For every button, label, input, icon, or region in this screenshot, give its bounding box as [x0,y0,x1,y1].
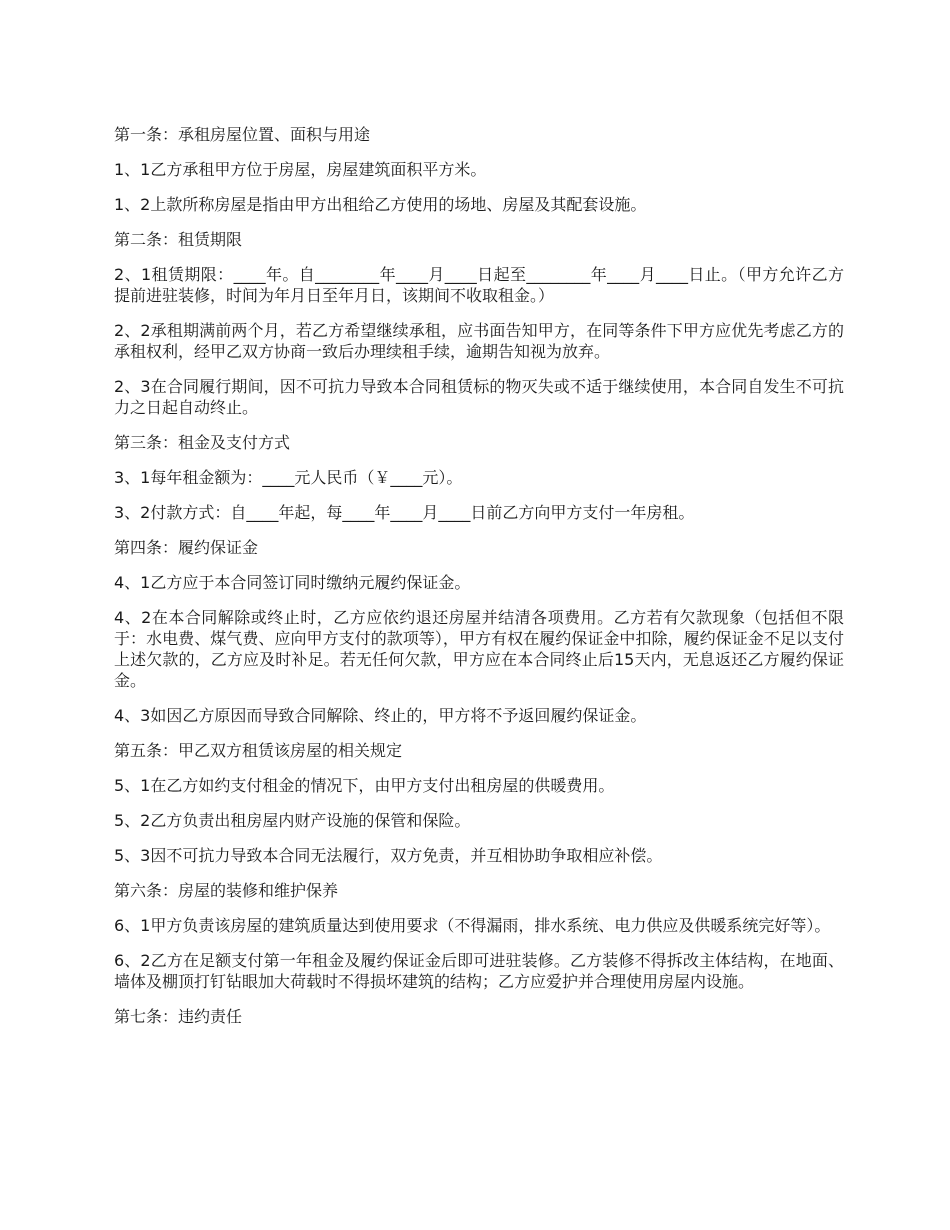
clause-2-1: 2、1租赁期限：____年。自________年____月____日起至________年____月____日止。（甲方允许乙方提前进驻装修，时间为年月日至年月日，该期间不收取租金。） [114,265,844,305]
clause-5-2: 5、2乙方负责出租房屋内财产设施的保管和保险。 [114,811,471,830]
clause-2-2: 2、2承租期满前两个月，若乙方希望继续承租，应书面告知甲方，在同等条件下甲方应优先考虑乙方的承租权利，经甲乙双方协商一致后办理续租手续，逾期告知视为放弃。 [114,321,844,361]
article-4-heading: 第四条：履约保证金 [114,538,259,557]
article-5-heading: 第五条：甲乙双方租赁该房屋的相关规定 [114,741,403,760]
clause-1-1: 1、1乙方承租甲方位于房屋，房屋建筑面积平方米。 [114,160,487,179]
document-body [114,124,844,1041]
article-3-heading: 第三条：租金及支付方式 [114,433,291,452]
clause-5-3: 5、3因不可抗力导致本合同无法履行，双方免责，并互相协助争取相应补偿。 [114,846,663,865]
clause-4-1: 4、1乙方应于本合同签订同时缴纳元履约保证金。 [114,573,471,592]
clause-3-2: 3、2付款方式：自____年起，每____年____月____日前乙方向甲方支付一年房租。 [114,503,695,522]
clause-4-2: 4、2在本合同解除或终止时，乙方应依约退还房屋并结清各项费用。乙方若有欠款现象（包括但不限于：水电费、煤气费、应向甲方支付的款项等），甲方有权在履约保证金中扣除，履约保证金不足以支付上述欠款的，乙方应及时补足。若无任何欠款，甲方应在本合同终止后15天内，无息返还乙方履约保证金。 [114,608,844,690]
clause-6-2: 6、2乙方在足额支付第一年租金及履约保证金后即可进驻装修。乙方装修不得拆改主体结构，在地面、墙体及棚顶打钉钻眼加大荷载时不得损坏建筑的结构；乙方应爱护并合理使用房屋内设施。 [114,951,844,991]
clause-4-3: 4、3如因乙方原因而导致合同解除、终止的，甲方将不予返回履约保证金。 [114,706,647,725]
article-2-heading: 第二条：租赁期限 [114,230,243,249]
clause-5-1: 5、1在乙方如约支付租金的情况下，由甲方支付出租房屋的供暖费用。 [114,776,615,795]
clause-3-1: 3、1每年租金额为：____元人民币（￥____元）。 [114,468,463,487]
article-7-heading: 第七条：违约责任 [114,1007,243,1026]
article-6-heading: 第六条：房屋的装修和维护保养 [114,881,339,900]
article-1-heading: 第一条：承租房屋位置、面积与用途 [114,125,371,144]
clause-2-3: 2、3在合同履行期间，因不可抗力导致本合同租赁标的物灭失或不适于继续使用，本合同自发生不可抗力之日起自动终止。 [114,377,844,417]
clause-6-1: 6、1甲方负责该房屋的建筑质量达到使用要求（不得漏雨，排水系统、电力供应及供暖系统完好等）。 [114,916,831,935]
clause-1-2: 1、2上款所称房屋是指由甲方出租给乙方使用的场地、房屋及其配套设施。 [114,195,647,214]
